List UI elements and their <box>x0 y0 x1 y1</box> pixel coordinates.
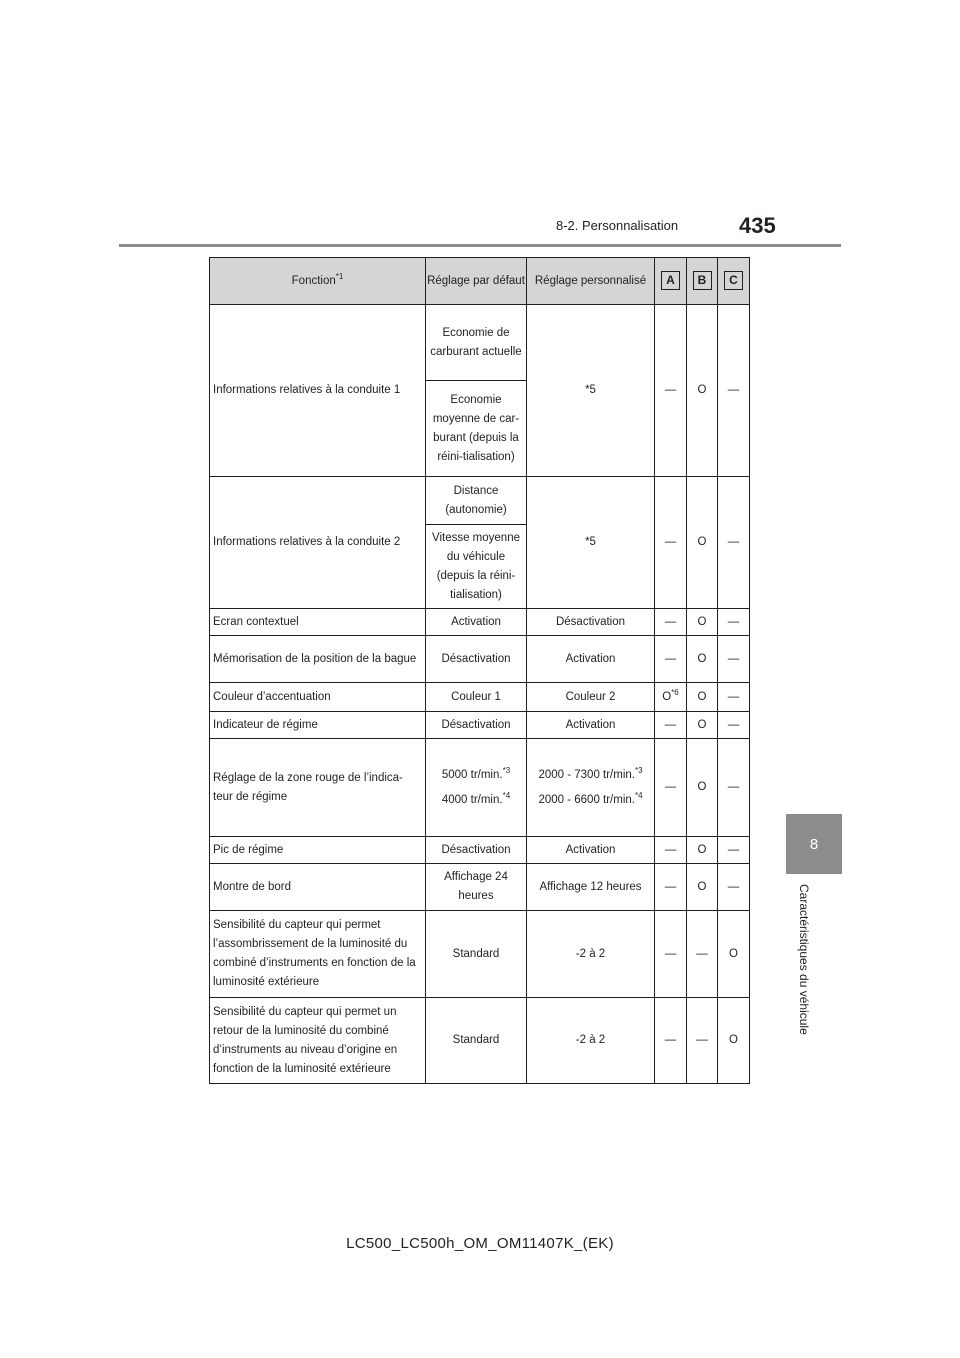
cell-function: Couleur d’accentuation <box>210 683 426 712</box>
table-row <box>210 998 750 1084</box>
cell-a: — <box>655 864 687 911</box>
header-divider <box>119 244 841 247</box>
cell-default: Standard <box>426 911 527 998</box>
cell-custom: Activation <box>527 837 655 864</box>
cell-custom: -2 à 2 <box>527 911 655 998</box>
cell-c: — <box>718 837 750 864</box>
cell-a: — <box>655 739 687 837</box>
cell-c: O <box>718 998 750 1084</box>
header-col-c: C <box>718 258 750 305</box>
header-col-b: B <box>687 258 718 305</box>
cell-custom: Désactivation <box>527 609 655 636</box>
customization-table <box>209 257 750 1084</box>
cell-function: Sensibilité du capteur qui permet l’assombrissement de la luminosité du combiné d’instruments en fonction de la luminosité extérieure <box>210 911 426 998</box>
header-col-a: A <box>655 258 687 305</box>
cell-default: Couleur 1 <box>426 683 527 712</box>
cell-b: O <box>687 712 718 739</box>
table-row <box>210 305 750 381</box>
cell-c: — <box>718 712 750 739</box>
cell-function: Indicateur de régime <box>210 712 426 739</box>
cell-c: — <box>718 739 750 837</box>
cell-a: — <box>655 305 687 477</box>
chapter-title: Caractéristiques du véhicule <box>797 884 811 1035</box>
cell-default: Désactivation <box>426 712 527 739</box>
page-number: 435 <box>739 213 776 238</box>
cell-b: O <box>687 864 718 911</box>
cell-a: $O^{*6}$ <box>655 683 687 712</box>
cell-custom: Affichage 12 heures <box>527 864 655 911</box>
cell-function: Informations relatives à la conduite 2 <box>210 477 426 609</box>
cell-a: — <box>655 998 687 1084</box>
cell-function: Ecran contextuel <box>210 609 426 636</box>
cell-c: — <box>718 864 750 911</box>
cell-a: — <box>655 636 687 683</box>
cell-a: — <box>655 911 687 998</box>
cell-c: — <box>718 305 750 477</box>
cell-default: Affichage 24 heures <box>426 864 527 911</box>
cell-function: Réglage de la zone rouge de l’indica-teur de régime <box>210 739 426 837</box>
cell-c: — <box>718 683 750 712</box>
cell-b: — <box>687 998 718 1084</box>
cell-function: Informations relatives à la conduite 1 <box>210 305 426 477</box>
table-row <box>210 683 750 712</box>
cell-function: Mémorisation de la position de la bague <box>210 636 426 683</box>
cell-default: Economie moyenne de car-burant (depuis la réini-tialisation) <box>426 381 527 477</box>
chapter-tab: 8 <box>786 814 842 874</box>
table-row <box>210 911 750 998</box>
cell-b: O <box>687 609 718 636</box>
cell-b: O <box>687 739 718 837</box>
table-row <box>210 837 750 864</box>
cell-default: Distance (autonomie) <box>426 477 527 525</box>
cell-function: Pic de régime <box>210 837 426 864</box>
cell-b: — <box>687 911 718 998</box>
cell-custom: *5 <box>527 477 655 609</box>
header-custom: Réglage personnalisé <box>527 258 655 305</box>
table-header <box>210 258 750 305</box>
header-function: Fonction$^{*1}$ <box>210 258 426 305</box>
table-row <box>210 609 750 636</box>
table-row <box>210 712 750 739</box>
cell-default: Activation <box>426 609 527 636</box>
cell-b: O <box>687 636 718 683</box>
cell-c: — <box>718 477 750 609</box>
cell-a: — <box>655 609 687 636</box>
cell-custom: 2000 - 7300 tr/min.$^{*3}$ 2000 - 6600 tr/min.$^{*4}$ <box>527 739 655 837</box>
cell-function: Montre de bord <box>210 864 426 911</box>
cell-a: — <box>655 477 687 609</box>
cell-b: O <box>687 837 718 864</box>
table-row <box>210 864 750 911</box>
cell-c: — <box>718 636 750 683</box>
cell-b: O <box>687 683 718 712</box>
cell-b: O <box>687 477 718 609</box>
cell-function: Sensibilité du capteur qui permet un retour de la luminosité du combiné d’instruments au niveau d’origine en fonction de la luminosité extérieure <box>210 998 426 1084</box>
cell-custom: Activation <box>527 712 655 739</box>
cell-custom: Activation <box>527 636 655 683</box>
table-row <box>210 739 750 837</box>
cell-custom: Couleur 2 <box>527 683 655 712</box>
cell-c: O <box>718 911 750 998</box>
table-row <box>210 477 750 525</box>
cell-default: Economie de carburant actuelle <box>426 305 527 381</box>
cell-default: Vitesse moyenne du véhicule (depuis la réini-tialisation) <box>426 525 527 609</box>
cell-default: Désactivation <box>426 636 527 683</box>
cell-default: 5000 tr/min.$^{*3}$ 4000 tr/min.$^{*4}$ <box>426 739 527 837</box>
cell-c: — <box>718 609 750 636</box>
section-title: 8-2. Personnalisation <box>556 218 679 233</box>
cell-custom: -2 à 2 <box>527 998 655 1084</box>
cell-custom: *5 <box>527 305 655 477</box>
document-code: LC500_LC500h_OM_OM11407K_(EK) <box>346 1235 614 1252</box>
cell-a: — <box>655 837 687 864</box>
cell-default: Désactivation <box>426 837 527 864</box>
table-row <box>210 636 750 683</box>
cell-b: O <box>687 305 718 477</box>
header-default: Réglage par défaut <box>426 258 527 305</box>
cell-a: — <box>655 712 687 739</box>
cell-default: Standard <box>426 998 527 1084</box>
